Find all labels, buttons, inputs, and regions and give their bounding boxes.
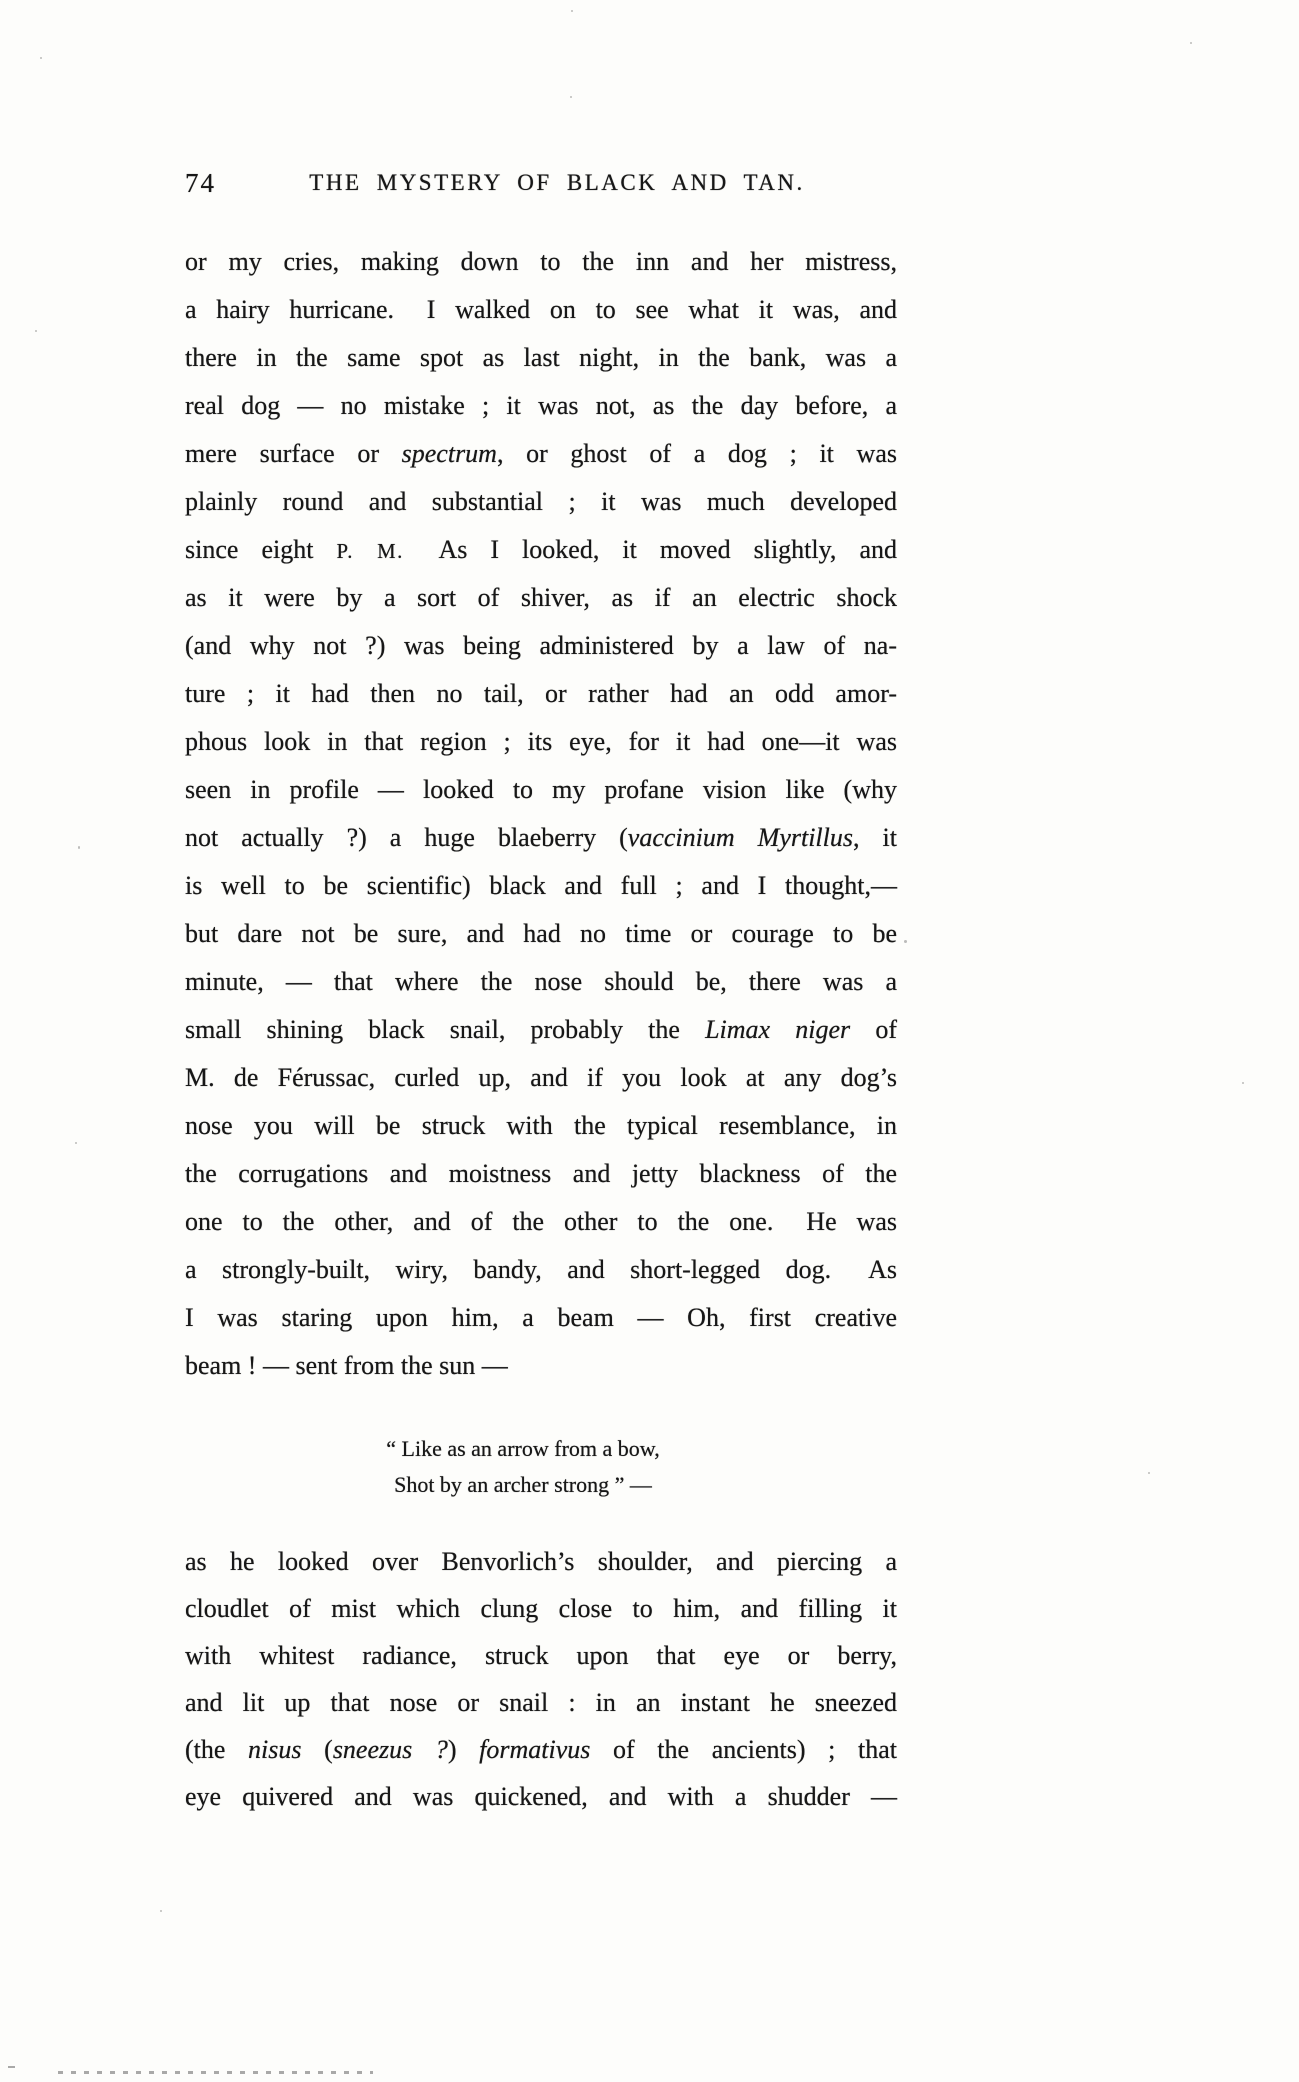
text-line: since eight P. M. As I looked, it moved slightly, and: [185, 535, 897, 564]
scan-speckle: [1242, 1082, 1244, 1084]
text-line: a strongly-built, wiry, bandy, and short-legged dog. As: [185, 1255, 897, 1284]
text-line: phous look in that region ; its eye, for it had one—it was: [185, 727, 897, 756]
text-line: is well to be scientific) black and full ; and I thought,—: [185, 871, 897, 900]
text-line: minute, — that where the nose should be, there was a: [185, 967, 897, 996]
scan-noise-strip: [58, 2071, 373, 2074]
text-line: eye quivered and was quickened, and with a shudder —: [185, 1782, 897, 1811]
paragraph-2: [185, 1538, 897, 1820]
text-line: cloudlet of mist which clung close to him, and filling it: [185, 1594, 897, 1623]
text-line: but dare not be sure, and had no time or courage to be: [185, 919, 897, 948]
italic-text: spectrum: [401, 439, 497, 468]
text-line: (the nisus (sneezus ?) formativus of the ancients) ; that: [185, 1735, 897, 1764]
text-line: as it were by a sort of shiver, as if an electric shock: [185, 583, 897, 612]
running-header-title: THE MYSTERY OF BLACK AND TAN.: [309, 170, 805, 195]
text-line: “ Like as an arrow from a bow,: [386, 1436, 660, 1461]
text-line: small shining black snail, probably the Limax niger of: [185, 1015, 897, 1044]
text-line: as he looked over Benvorlich’s shoulder, and piercing a: [185, 1547, 897, 1576]
scan-speckle: [75, 1142, 77, 1144]
text-line: or my cries, making down to the inn and her mistress,: [185, 247, 897, 276]
text-line: ture ; it had then no tail, or rather had an odd amor-: [185, 679, 897, 708]
text-line: real dog — no mistake ; it was not, as the day before, a: [185, 391, 897, 420]
text-line: one to the other, and of the other to the one. He was: [185, 1207, 897, 1236]
scan-speckle: [160, 1910, 162, 1912]
text-line: with whitest radiance, struck upon that eye or berry,: [185, 1641, 897, 1670]
text-line: the corrugations and moistness and jetty blackness of the: [185, 1159, 897, 1188]
page-header: [185, 166, 897, 198]
scan-speckle: [78, 846, 80, 849]
text-line: beam ! — sent from the sun —: [185, 1351, 508, 1380]
text-line: M. de Férussac, curled up, and if you look at any dog’s: [185, 1063, 897, 1092]
text-line: a hairy hurricane. I walked on to see what it was, and: [185, 295, 897, 324]
scan-noise-mark: [8, 2066, 15, 2068]
scan-speckle: [1148, 1472, 1150, 1474]
scan-speckle: [40, 57, 42, 59]
text-line: Shot by an archer strong ” —: [394, 1472, 652, 1497]
italic-text: formativus: [479, 1735, 591, 1764]
text-line: nose you will be struck with the typical resemblance, in: [185, 1111, 897, 1140]
scan-speckle: [571, 10, 573, 12]
italic-text: vaccinium Myrtillus: [627, 823, 853, 852]
italic-text: Limax niger: [705, 1015, 851, 1044]
text-line: plainly round and substantial ; it was much developed: [185, 487, 897, 516]
page-body: [185, 238, 897, 1820]
smallcaps-text: P. M.: [336, 540, 404, 563]
verse-quote: [167, 1431, 879, 1503]
scan-speckle: [570, 96, 572, 98]
text-line: I was staring upon him, a beam — Oh, first creative: [185, 1303, 897, 1332]
scan-speckle: [35, 330, 37, 332]
scan-speckle: [1190, 42, 1192, 44]
text-line: (and why not ?) was being administered by a law of na-: [185, 631, 897, 660]
page-number: 74: [185, 168, 216, 198]
italic-text: sneezus ?: [332, 1735, 448, 1764]
text-line: and lit up that nose or snail : in an instant he sneezed: [185, 1688, 897, 1717]
italic-text: nisus: [248, 1735, 302, 1764]
text-line: not actually ?) a huge blaeberry (vaccinium Myrtillus, it: [185, 823, 897, 852]
text-line: mere surface or spectrum, or ghost of a dog ; it was: [185, 439, 897, 468]
paragraph-1: [185, 238, 897, 1390]
text-line: there in the same spot as last night, in the bank, was a: [185, 343, 897, 372]
text-line: seen in profile — looked to my profane vision like (why: [185, 775, 897, 804]
scan-speckle: [904, 940, 907, 943]
